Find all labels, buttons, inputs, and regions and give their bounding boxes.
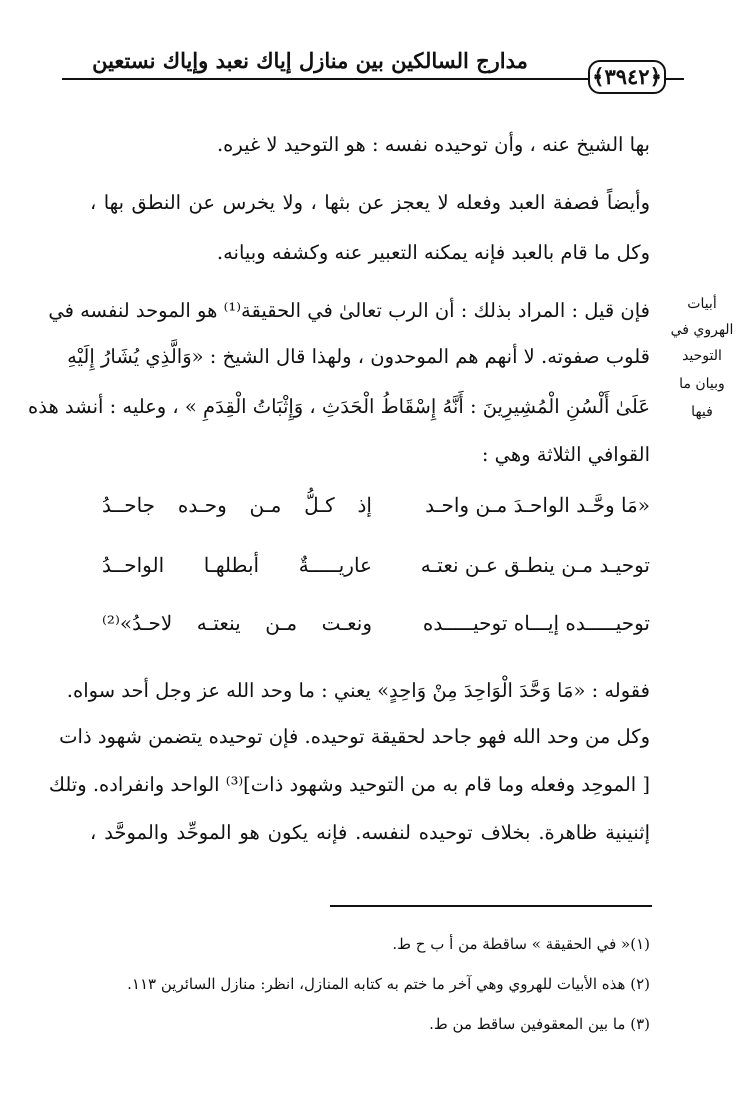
verse-3-second-hemistich: ونعـت مـن ينعتـه لاحـدُ»⁽²⁾: [102, 611, 372, 635]
body2-line-3: [ الموحِد وفعله وما قام به من التوحيد وشهود ذات]⁽³⁾ الواحد وانفراده. وتلك: [48, 773, 650, 796]
margin-note-line-5: فيها: [691, 404, 713, 420]
footnote-3: (٣) ما بين المعقوفين ساقط من ط.: [429, 1015, 650, 1033]
margin-note-line-2: الهروي في: [670, 322, 734, 338]
page-number: ﴿٣٩٤٢﴾: [588, 60, 666, 94]
verse-3-first-hemistich: توحيـــــده إيـــاه توحيـــــده: [422, 611, 650, 635]
verse-1-second-hemistich: إذ كـلُّ مـن وحـده جاحــدُ: [102, 493, 372, 517]
body-line-4: فإن قيل : المراد بذلك : أن الرب تعالىٰ في الحقيقة⁽¹⁾ هو الموحد لنفسه في: [48, 299, 650, 322]
running-header-title: مدارج السالكين بين منازل إياك نعبد وإياك نستعين: [92, 48, 528, 73]
body-line-1: بها الشيخ عنه ، وأن توحيده نفسه : هو التوحيد لا غيره.: [216, 133, 650, 156]
verse-1-first-hemistich: «مَا وحَّـد الواحـدَ مـن واحـد: [425, 493, 650, 517]
verse-2-second-hemistich: عاريـــــةٌ أبطلهـا الواحــدُ: [102, 553, 372, 577]
footnote-separator: [330, 905, 652, 907]
header-rule: [62, 78, 590, 80]
footnote-2: (٢) هذه الأبيات للهروي وهي آخر ما ختم به كتابه المنازل، انظر: منازل السائرين ١١٣.: [127, 975, 650, 993]
body-line-5: قلوب صفوته. لا أنهم هم الموحدون ، ولهذا قال الشيخ : «وَالَّذِي يُشَارُ إِلَيْهِ: [67, 345, 650, 368]
body-line-2: وأيضاً فصفة العبد وفعله لا يعجز عن بثها ، ولا يخرس عن النطق بها ،: [90, 191, 650, 214]
footnote-1: (١)« في الحقيقة » ساقطة من أ ب ح ط.: [392, 935, 650, 953]
margin-note-line-3: التوحيد: [682, 348, 722, 364]
body-line-3: وكل ما قام بالعبد فإنه يمكنه التعبير عنه وكشفه وبيانه.: [216, 241, 650, 264]
body-line-6: عَلَىٰ أَلْسُنِ الْمُشِيرِينَ : أَنَّهُ إِسْقَاطُ الْحَدَثِ ، وَإِثْبَاتُ الْقِدَمِ » ، وعليه : أنشد هذه: [28, 395, 650, 418]
body2-line-4: إثنينية ظاهرة. بخلاف توحيده لنفسه. فإنه يكون هو الموحِّد والموحَّد ،: [90, 821, 650, 844]
margin-note-line-4: وبيان ما: [679, 376, 725, 392]
body2-line-1: فقوله : «مَا وَحَّدَ الْوَاحِدَ مِنْ وَاحِدٍ» يعني : ما وحد الله عز وجل أحد سواه.: [66, 679, 650, 702]
body-line-7: القوافي الثلاثة وهي :: [481, 443, 650, 466]
margin-note-line-1: أبيات: [687, 296, 717, 312]
body2-line-2: وكل من وحد الله فهو جاحد لحقيقة توحيده. فإن توحيده يتضمن شهود ذات: [59, 725, 650, 748]
verse-2-first-hemistich: توحيـد مـن ينطـق عـن نعتـه: [420, 553, 650, 577]
